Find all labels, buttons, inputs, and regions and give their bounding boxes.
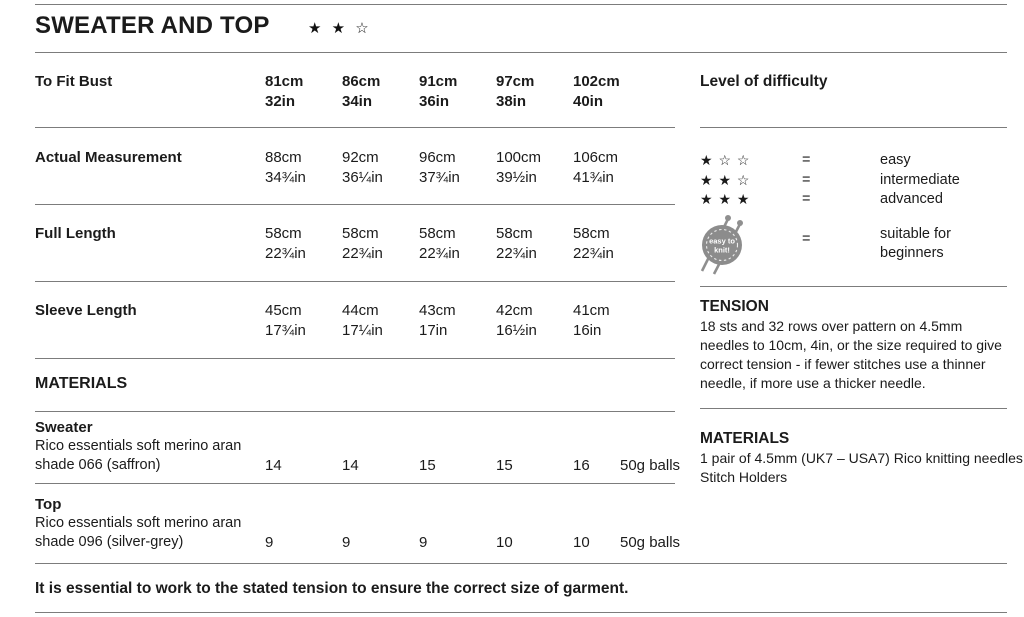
ball-count: 9 [265, 534, 274, 551]
in-value: 22¾in [573, 244, 614, 262]
size-cell [265, 148, 342, 187]
cm-value: 106cm [573, 149, 619, 166]
cm-value: 58cm [573, 225, 610, 242]
table-row-to-fit-bust [35, 72, 675, 112]
in-value: 36¼in [342, 168, 383, 186]
one-star-icon: ★ ☆ ☆ [700, 152, 751, 168]
badge-meaning [880, 225, 951, 263]
ball-unit: 50g balls [620, 534, 681, 551]
tension-warning-note: It is essential to work to the stated tension to ensure the correct size of garment. [35, 580, 629, 597]
cm-value: 45cm [265, 302, 302, 319]
badge-meaning-line1: suitable for [880, 226, 951, 242]
ball-count: 14 [342, 457, 359, 474]
divider-table-4 [35, 358, 675, 359]
in-value: 37¾in [419, 168, 460, 186]
in-value: 16in [573, 321, 602, 339]
size-cell [573, 224, 650, 263]
difficulty-label: advanced [880, 191, 943, 207]
ball-count: 16 [573, 457, 590, 474]
difficulty-level-easy [700, 152, 1007, 172]
materials-right-line2: Stitch Holders [700, 469, 788, 485]
badge-meaning-line2: beginners [880, 245, 944, 261]
size-cell [342, 301, 419, 340]
in-value: 32in [265, 92, 296, 110]
size-cell [342, 148, 419, 187]
cm-value: 58cm [342, 225, 379, 242]
in-value: 22¾in [419, 244, 460, 262]
cm-value: 41cm [573, 302, 610, 319]
divider-table-1 [35, 127, 675, 128]
badge-text-line2: knit! [714, 245, 730, 255]
divider-difficulty-heading [700, 127, 1007, 128]
difficulty-level-intermediate [700, 172, 1007, 192]
tension-body: 18 sts and 32 rows over pattern on 4.5mm needles to 10cm, 4in, or the size required to give correct tension - if fewer stitches use a thinner needle, if more use a thicker needle. [700, 318, 1002, 391]
divider-under-tension [700, 408, 1007, 409]
size-cell [496, 301, 573, 340]
divider-table-3 [35, 281, 675, 282]
size-cell [265, 301, 342, 340]
cm-value: 81cm [265, 73, 304, 90]
material-row-sweater [35, 418, 681, 475]
materials-right-heading: MATERIALS [700, 430, 790, 447]
material-desc-line1: Rico essentials soft merino aran [35, 438, 242, 454]
divider-sweater-row [35, 483, 675, 484]
in-value: 34¾in [265, 168, 306, 186]
in-value: 41¾in [573, 168, 614, 186]
in-value: 36in [419, 92, 450, 110]
ball-count: 9 [342, 534, 351, 551]
materials-right-line1: 1 pair of 4.5mm (UK7 – USA7) Rico knitting needles [700, 450, 1023, 466]
size-cell [496, 148, 573, 187]
cm-value: 86cm [342, 73, 381, 90]
cm-value: 102cm [573, 73, 620, 90]
size-cell [265, 224, 342, 263]
row-label: Actual Measurement [35, 149, 182, 166]
material-name: Top [35, 496, 62, 513]
in-value: 22¾in [496, 244, 537, 262]
size-cell [419, 301, 496, 340]
cm-value: 100cm [496, 149, 542, 166]
ball-count: 15 [496, 457, 513, 474]
in-value: 17in [419, 321, 448, 339]
size-cell [342, 72, 419, 111]
cm-value: 58cm [265, 225, 302, 242]
in-value: 39½in [496, 168, 537, 186]
divider-under-legend [700, 286, 1007, 287]
divider-table-2 [35, 204, 675, 205]
size-cell [342, 224, 419, 263]
divider-bottom [35, 612, 1007, 613]
ball-count: 14 [265, 457, 282, 474]
difficulty-heading: Level of difficulty [700, 73, 828, 90]
size-cell [496, 72, 573, 111]
in-value: 22¾in [342, 244, 383, 262]
cm-value: 58cm [419, 225, 456, 242]
ball-unit: 50g balls [620, 457, 681, 474]
in-value: 38in [496, 92, 527, 110]
material-desc-line1: Rico essentials soft merino aran [35, 515, 242, 531]
equals-sign: = [802, 152, 811, 168]
equals-sign: = [802, 191, 811, 207]
size-cell [419, 224, 496, 263]
table-row-actual-measurement [35, 148, 675, 188]
cm-value: 58cm [496, 225, 533, 242]
ball-count: 10 [496, 534, 513, 551]
divider-above-note [35, 563, 1007, 564]
easy-to-knit-badge-icon [692, 214, 754, 276]
two-stars-icon: ★ ★ ☆ [700, 172, 751, 188]
ball-count: 15 [419, 457, 436, 474]
difficulty-level-advanced [700, 191, 1007, 211]
in-value: 17¾in [265, 321, 306, 339]
in-value: 22¾in [265, 244, 306, 262]
size-cell [419, 72, 496, 111]
in-value: 17¼in [342, 321, 383, 339]
cm-value: 96cm [419, 149, 456, 166]
size-cell [573, 72, 650, 111]
in-value: 16½in [496, 321, 537, 339]
size-cell [419, 148, 496, 187]
difficulty-label: easy [880, 152, 911, 168]
cm-value: 92cm [342, 149, 379, 166]
material-desc-line2: shade 066 (saffron) [35, 457, 161, 473]
size-cell [265, 72, 342, 111]
in-value: 40in [573, 92, 604, 110]
ball-count: 10 [573, 534, 590, 551]
divider-materials-heading [35, 411, 675, 412]
size-cell [573, 148, 650, 187]
equals-sign: = [802, 172, 811, 188]
page-title: SWEATER AND TOP [35, 12, 270, 39]
table-row-sleeve-length [35, 301, 675, 341]
size-cell [496, 224, 573, 263]
materials-section-heading: MATERIALS [35, 375, 128, 392]
equals-sign: = [802, 231, 811, 247]
material-name: Sweater [35, 419, 93, 436]
ball-count: 9 [419, 534, 428, 551]
cm-value: 97cm [496, 73, 535, 90]
material-desc-line2: shade 096 (silver-grey) [35, 534, 184, 550]
divider-top [35, 4, 1007, 5]
badge-text-line1: easy to [709, 236, 735, 246]
title-difficulty-stars-icon: ★ ★ ☆ [308, 20, 372, 37]
row-label: To Fit Bust [35, 73, 113, 90]
tension-heading: TENSION [700, 298, 769, 315]
cm-value: 91cm [419, 73, 458, 90]
row-label: Full Length [35, 225, 116, 242]
material-row-top [35, 495, 681, 552]
three-stars-icon: ★ ★ ★ [700, 191, 751, 207]
cm-value: 88cm [265, 149, 302, 166]
difficulty-label: intermediate [880, 172, 960, 188]
row-label: Sleeve Length [35, 302, 137, 319]
cm-value: 43cm [419, 302, 456, 319]
cm-value: 42cm [496, 302, 533, 319]
size-cell [573, 301, 650, 340]
in-value: 34in [342, 92, 373, 110]
divider-under-title [35, 52, 1007, 53]
cm-value: 44cm [342, 302, 379, 319]
table-row-full-length [35, 224, 675, 264]
